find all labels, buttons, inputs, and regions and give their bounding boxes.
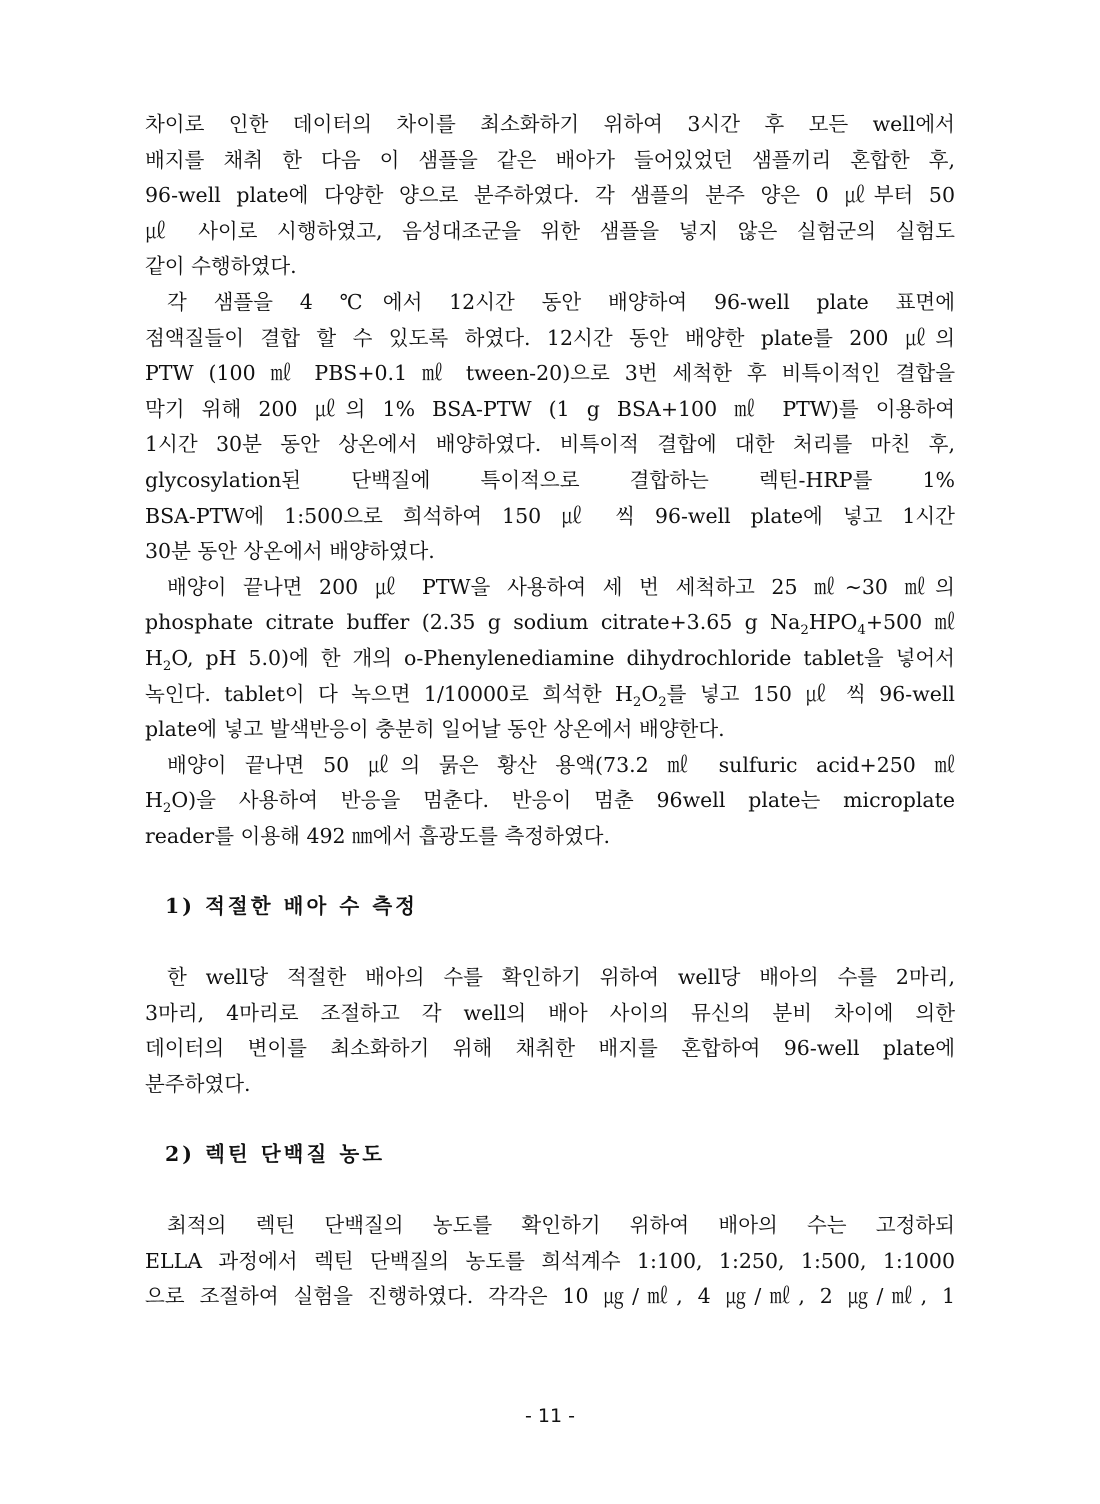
page-number: - 11 - [525,1405,575,1427]
paragraph-continuation [145,107,955,285]
text-line: 분주하였다. [145,1071,251,1096]
text-line: $H_2O$)을 사용하여 반응을 멈춘다. 반응이 멈춘 96well plate는 microplate [145,788,955,817]
text-line: 같이 수행하였다. [145,254,297,279]
text-line: 차이로 인한 데이터의 차이를 최소화하기 위하여 3시간 후 모든 well에서 [145,112,955,136]
text-line: 30분 동안 상온에서 배양하였다. [145,539,435,564]
text-line: 배양이 끝나면 50 ㎕의 묽은 황산 용액(73.2 ㎖ sulfuric acid+250 ㎖ [167,752,955,777]
text-line: BSA-PTW에 1:500으로 희석하여 150 ㎕ 씩 96-well plate에 넣고 1시간 [145,503,955,528]
paragraph-lectin-concentration [145,1208,955,1315]
paragraph-color-reaction [145,570,955,748]
text-line: PTW (100 ㎖ PBS+0.1 ㎖ tween-20)으로 3번 세척한 후 비특이적인 결합을 [145,361,955,386]
text-line: 3마리, 4마리로 조절하고 각 well의 배아 사이의 뮤신의 분비 차이에 의한 [145,1000,955,1025]
text-line: reader를 이용해 492 ㎚에서 흡광도를 측정하였다. [145,823,610,848]
text-line: 데이터의 변이를 최소화하기 위해 채취한 배지를 혼합하여 96-well plate에 [145,1036,955,1061]
text-line: ㎕ 사이로 시행하였고, 음성대조군을 위한 샘플을 넣지 않은 실험군의 실험도 [145,218,955,243]
paragraph-incubation [145,285,955,570]
paragraph-embryo-count [145,960,955,1102]
text-line: 녹인다. tablet이 다 녹으면 1/10000로 희석한 $H_2O_2$를 넣고 150 ㎕ 씩 96-well [145,681,955,710]
text-line: phosphate citrate buffer (2.35 g sodium citrate+3.65 g $Na_2HPO_4+500$ ㎖ [145,610,955,639]
section-heading: 2) 렉틴 단백질 농도 [165,1142,385,1167]
text-line: plate에 넣고 발색반응이 충분히 일어날 동안 상온에서 배양한다. [145,717,725,742]
text-line: 막기 위해 200 ㎕의 1% BSA-PTW (1 g BSA+100 ㎖ PTW)를 이용하여 [145,396,955,421]
section-heading: 1) 적절한 배아 수 측정 [165,894,418,919]
text-line: 96-well plate에 다양한 양으로 분주하였다. 각 샘플의 분주 양은 0 ㎕부터 50 [145,183,955,208]
text-line: 1시간 30분 동안 상온에서 배양하였다. 비특이적 결합에 대한 처리를 마친 후, [145,432,955,457]
text-line: 한 well당 적절한 배아의 수를 확인하기 위하여 well당 배아의 수를 2마리, [167,965,955,990]
text-line: 으로 조절하여 실험을 진행하였다. 각각은 10 ㎍/㎖, 4 ㎍/㎖, 2 ㎍/㎖, 1 [145,1284,955,1309]
text-line: glycosylation된 단백질에 특이적으로 결합하는 렉틴-HRP를 1% [145,467,955,492]
text-line: 배지를 채취 한 다음 이 샘플을 같은 배아가 들어있었던 샘플끼리 혼합한 후, [145,147,955,172]
text-line: ELLA 과정에서 렉틴 단백질의 농도를 희석계수 1:100, 1:250, 1:500, 1:1000 [145,1248,955,1273]
text-line: 배양이 끝나면 200 ㎕ PTW을 사용하여 세 번 세척하고 25 ㎖∼30 ㎖의 [167,574,955,599]
text-line: $H_2O$, pH 5.0)에 한 개의 o-Phenylenediamine dihydrochloride tablet을 넣어서 [145,645,955,674]
text-line: 최적의 렉틴 단백질의 농도를 확인하기 위하여 배아의 수는 고정하되 [167,1213,955,1238]
page-content [145,107,955,1315]
text-line: 점액질들이 결합 할 수 있도록 하였다. 12시간 동안 배양한 plate를 200 ㎕의 [145,325,955,350]
paragraph-stop-reaction [145,748,955,855]
text-line: 각 샘플을 4 ℃에서 12시간 동안 배양하여 96-well plate 표면에 [167,289,955,314]
